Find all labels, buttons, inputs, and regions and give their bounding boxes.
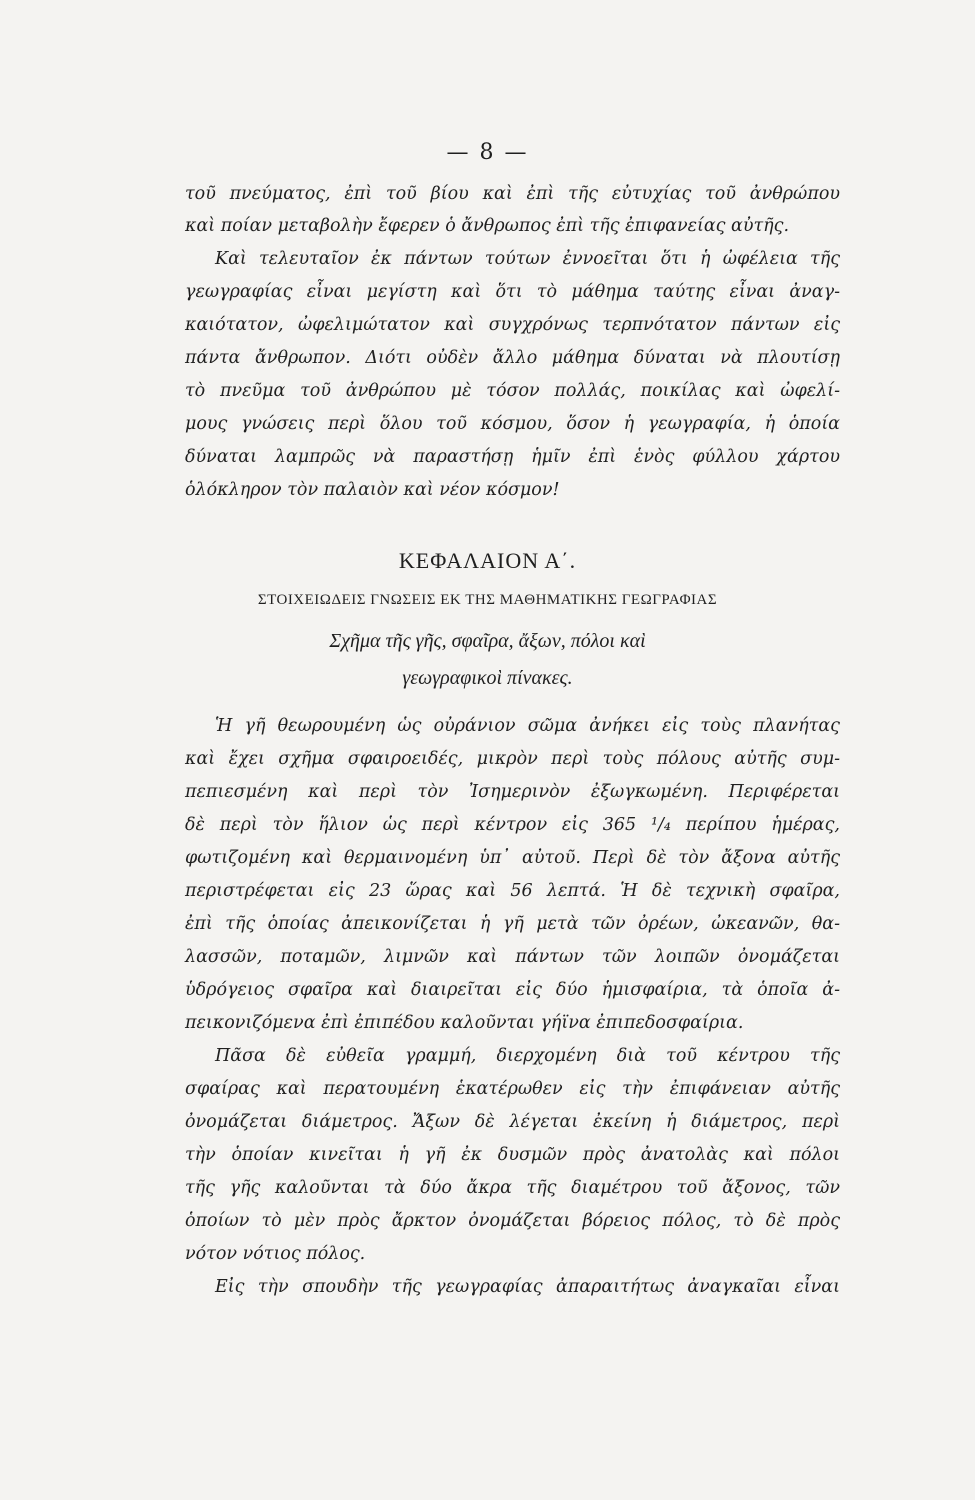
text-line: καιότατον, ὠφελιμώτατον καὶ συγχρόνως τερπνότατον πάντων εἰς <box>185 315 840 335</box>
text-line: φωτιζομένη καὶ θερμαινομένη ὑπ᾿ αὐτοῦ. Περὶ δὲ τὸν ἄξονα αὐτῆς <box>185 848 840 868</box>
text-line: δὲ περὶ τὸν ἥλιον ὡς περὶ κέντρον εἰς 365 ¹/₄ περίπου ἡμέρας, <box>185 815 840 835</box>
text-line: καὶ ποίαν μεταβολὴν ἔφερεν ὁ ἄνθρωπος ἐπὶ τῆς ἐπιφανείας αὐτῆς. <box>185 216 790 236</box>
section-subtitle: Σχῆμα τῆς γῆς, σφαῖρα, ἄξων, πόλοι καὶ <box>329 630 646 652</box>
text-line: Ἡ γῆ θεωρουμένη ὡς οὐράνιον σῶμα ἀνήκει εἰς τοὺς πλανήτας <box>215 716 840 736</box>
text-line: γεωγραφίας εἶναι μεγίστη καὶ ὅτι τὸ μάθημα ταύτης εἶναι ἀναγ- <box>185 282 840 302</box>
page-number: — 8 — <box>446 140 529 165</box>
text-line: δύναται λαμπρῶς νὰ παραστήσῃ ἡμῖν ἐπὶ ἑνὸς φύλλου χάρτου <box>185 447 840 467</box>
text-line: ὑδρόγειος σφαῖρα καὶ διαιρεῖται εἰς δύο ἡμισφαίρια, τὰ ὁποῖα ἀ- <box>185 980 840 1000</box>
text-line: ὀνομάζεται διάμετρος. Ἄξων δὲ λέγεται ἐκείνη ἡ διάμετρος, περὶ <box>185 1112 840 1132</box>
text-line: Καὶ τελευταῖον ἐκ πάντων τούτων ἐννοεῖται ὅτι ἡ ὠφέλεια τῆς <box>215 249 840 269</box>
body-paragraphs <box>185 710 840 1310</box>
intro-paragraphs <box>185 178 840 518</box>
text-line: ὁποίων τὸ μὲν πρὸς ἄρκτον ὀνομάζεται βόρειος πόλος, τὸ δὲ πρὸς <box>185 1211 840 1231</box>
text-line: νότον νότιος πόλος. <box>185 1244 366 1264</box>
text-line: πεπιεσμένη καὶ περὶ τὸν Ἰσημερινὸν ἐξωγκωμένη. Περιφέρεται <box>185 782 840 802</box>
text-line: ἐπὶ τῆς ὁποίας ἀπεικονίζεται ἡ γῆ μετὰ τῶν ὀρέων, ὠκεανῶν, θα- <box>185 914 840 934</box>
text-line: τὸ πνεῦμα τοῦ ἀνθρώπου μὲ τόσον πολλάς, ποικίλας καὶ ὠφελί- <box>185 381 840 401</box>
text-line: σφαίρας καὶ περατουμένη ἑκατέρωθεν εἰς τὴν ἐπιφάνειαν αὐτῆς <box>185 1079 840 1099</box>
text-line: λασσῶν, ποταμῶν, λιμνῶν καὶ πάντων τῶν λοιπῶν ὀνομάζεται <box>185 947 840 967</box>
text-line: ὁλόκληρον τὸν παλαιὸν καὶ νέον κόσμον! <box>185 480 560 500</box>
text-line: μους γνώσεις περὶ ὅλου τοῦ κόσμου, ὅσον ἡ γεωγραφία, ἡ ὁποία <box>185 414 840 434</box>
text-line: Εἰς τὴν σπουδὴν τῆς γεωγραφίας ἀπαραιτήτως ἀναγκαῖαι εἶναι <box>215 1277 840 1297</box>
chapter-title: ΚΕΦΑΛΑΙΟΝ Α΄. <box>398 548 577 573</box>
text-line: τοῦ πνεύματος, ἐπὶ τοῦ βίου καὶ ἐπὶ τῆς εὐτυχίας τοῦ ἀνθρώπου <box>185 184 840 204</box>
text-line: πάντα ἄνθρωπον. Διότι οὐδὲν ἄλλο μάθημα δύναται νὰ πλουτίσῃ <box>185 348 840 368</box>
section-subtitle-continued: γεωγραφικοὶ πίνακες. <box>402 667 573 689</box>
text-line: τῆς γῆς καλοῦνται τὰ δύο ἄκρα τῆς διαμέτρου τοῦ ἄξονος, τῶν <box>185 1178 840 1198</box>
text-line: Πᾶσα δὲ εὐθεῖα γραμμή, διερχομένη διὰ τοῦ κέντρου τῆς <box>215 1046 840 1066</box>
text-line: τὴν ὁποίαν κινεῖται ἡ γῆ ἐκ δυσμῶν πρὸς ἀνατολὰς καὶ πόλοι <box>185 1145 840 1165</box>
text-line: περιστρέφεται εἰς 23 ὥρας καὶ 56 λεπτά. Ἡ δὲ τεχνικὴ σφαῖρα, <box>185 881 840 901</box>
text-line: καὶ ἔχει σχῆμα σφαιροειδές, μικρὸν περὶ τοὺς πόλους αὐτῆς συμ- <box>185 749 840 769</box>
text-line: πεικονιζόμενα ἐπὶ ἐπιπέδου καλοῦνται γήϊνα ἐπιπεδοσφαίρια. <box>185 1013 744 1033</box>
section-heading: ΣΤΟΙΧΕΙΩΔΕΙΣ ΓΝΩΣΕΙΣ ΕΚ ΤΗΣ ΜΑΘΗΜΑΤΙΚΗΣ ΓΕΩΓΡΑΦΙΑΣ <box>257 592 718 608</box>
